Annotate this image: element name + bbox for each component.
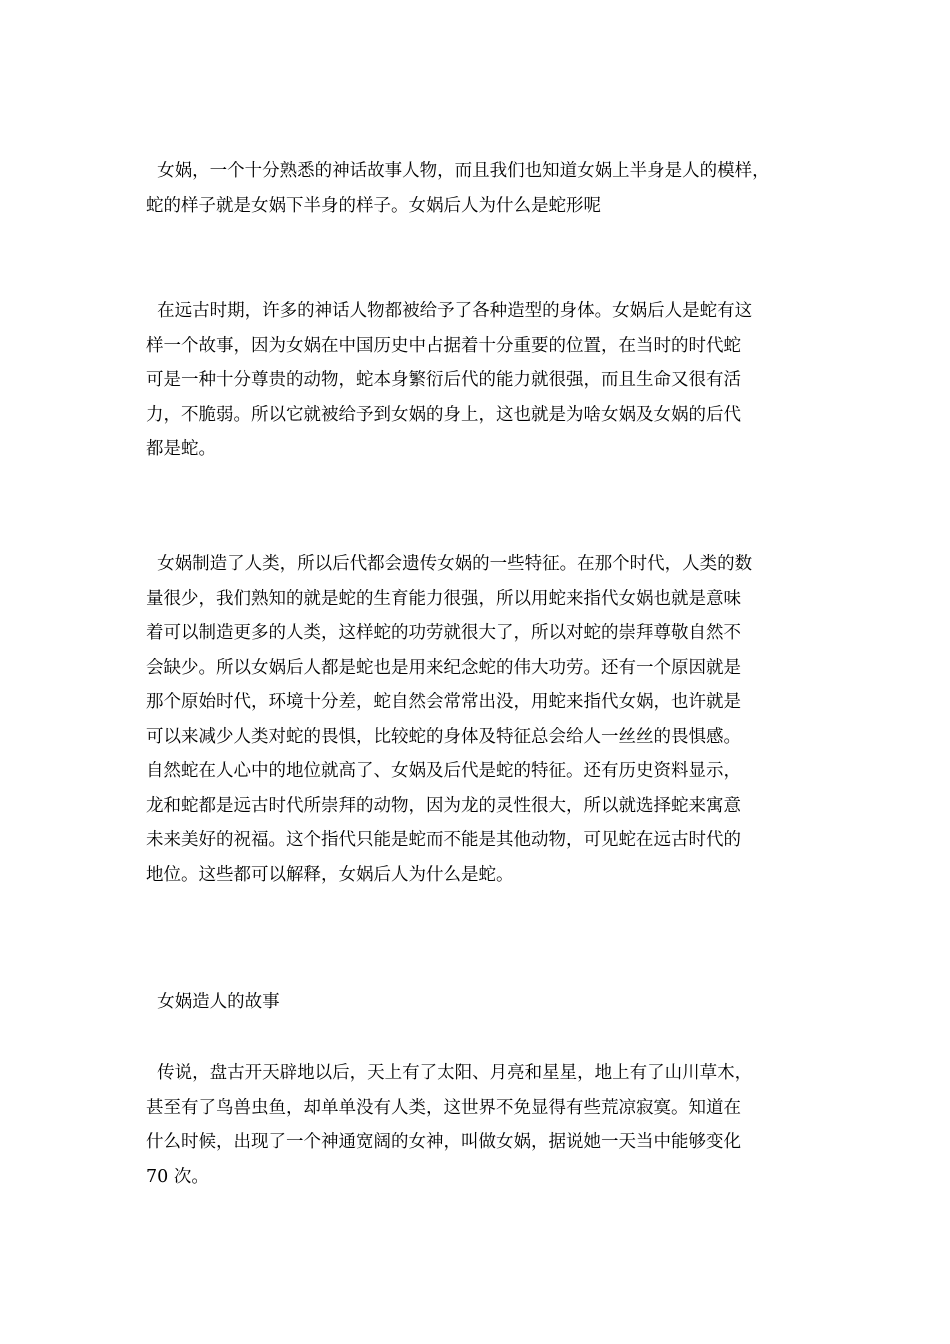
heading-line: 女娲造人的故事 [146, 992, 280, 1012]
paragraph-intro [146, 154, 770, 223]
text-line: 什么时候，出现了一个神通宽阔的女神，叫做女娲，据说她一天当中能够变化 [146, 1132, 741, 1152]
text-line: 可以来减少人类对蛇的畏惧，比较蛇的身体及特征总会给人一丝丝的畏惧感。 [146, 726, 741, 747]
text-line: 自然蛇在人心中的地位就高了、女娲及后代是蛇的特征。还有历史资料显示， [146, 761, 741, 781]
text-line: 蛇的样子就是女娲下半身的样子。女娲后人为什么是蛇形呢 [146, 195, 601, 216]
text-line: 着可以制造更多的人类，这样蛇的功劳就很大了，所以对蛇的崇拜尊敬自然不 [146, 623, 741, 643]
text-line: 甚至有了鸟兽虫鱼，却单单没有人类，这世界不免显得有些荒凉寂寞。知道在 [146, 1097, 741, 1118]
text-line: 龙和蛇都是远古时代所崇拜的动物，因为龙的灵性很大，所以就选择蛇来寓意 [146, 795, 741, 816]
text-line: 女娲，一个十分熟悉的神话故事人物，而且我们也知道女娲上半身是人的模样， [146, 161, 770, 181]
text-line: 可是一种十分尊贵的动物，蛇本身繁衍后代的能力就很强，而且生命又很有活 [146, 370, 741, 390]
text-line: 女娲制造了人类，所以后代都会遗传女娲的一些特征。在那个时代，人类的数 [146, 554, 753, 574]
paragraph-creation [146, 547, 752, 892]
text-line: 量很少，我们熟知的就是蛇的生育能力很强，所以用蛇来指代女娲也就是意味 [146, 588, 741, 609]
text-line: 传说，盘古开天辟地以后，天上有了太阳、月亮和星星，地上有了山川草木， [146, 1063, 753, 1083]
paragraph-ancient [146, 294, 752, 467]
paragraph-legend [146, 1056, 752, 1194]
text-line: 未来美好的祝福。这个指代只能是蛇而不能是其他动物，可见蛇在远古时代的 [146, 830, 741, 850]
text-line: 地位。这些都可以解释，女娲后人为什么是蛇。 [146, 864, 514, 885]
section-heading [146, 985, 280, 1020]
text-line: 那个原始时代，环境十分差，蛇自然会常常出没，用蛇来指代女娲，也许就是 [146, 692, 741, 712]
text-line: 在远古时期，许多的神话人物都被给予了各种造型的身体。女娲后人是蛇有这 [146, 301, 753, 321]
text-line: 样一个故事，因为女娲在中国历史中占据着十分重要的位置，在当时的时代蛇 [146, 335, 741, 356]
text-line: 力，不脆弱。所以它就被给予到女娲的身上，这也就是为啥女娲及女娲的后代 [146, 404, 741, 425]
text-line: 会缺少。所以女娲后人都是蛇也是用来纪念蛇的伟大功劳。还有一个原因就是 [146, 657, 741, 678]
text-line: 都是蛇。 [146, 439, 216, 459]
text-line: 70 次。 [146, 1166, 209, 1187]
